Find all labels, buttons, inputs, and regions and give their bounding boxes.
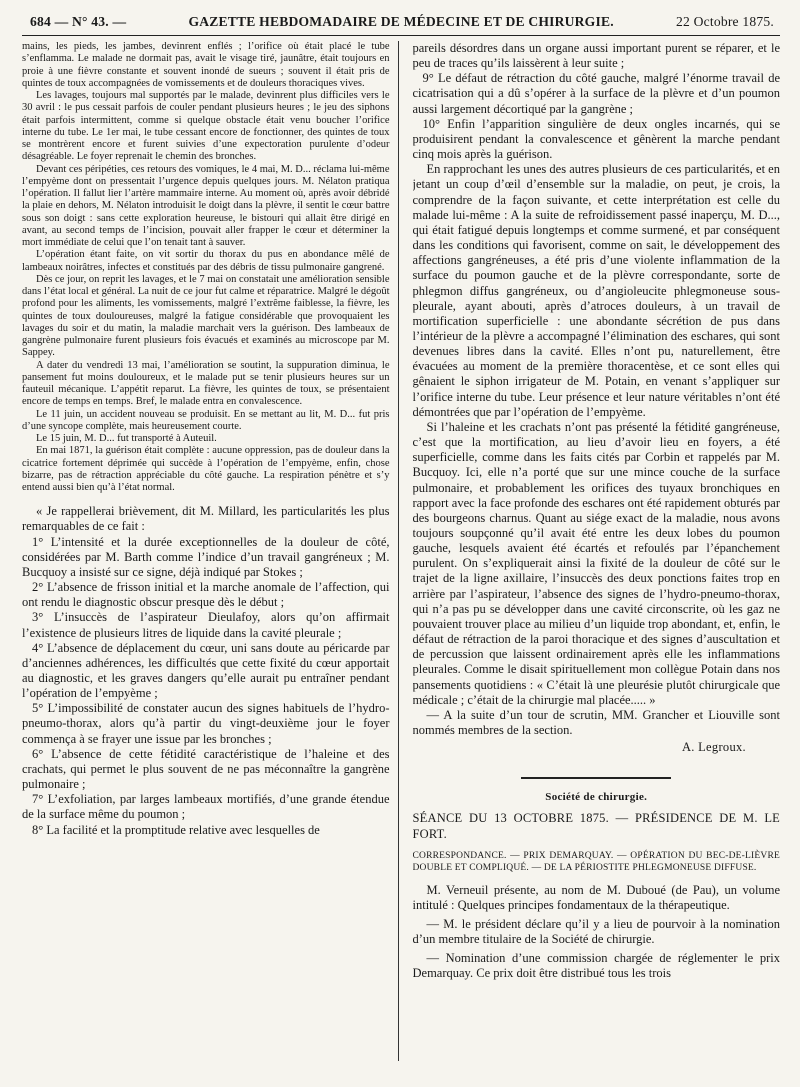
millard-remarks xyxy=(22,504,390,837)
author-signature: A. Legroux. xyxy=(681,740,746,755)
list-item: 8° La facilité et la promptitude relative avec lesquelles de xyxy=(32,822,320,837)
paragraph: Le 11 juin, un accident nouveau se produisit. En se mettant au lit, M. D... fut pris d’une syncope complète, mais heureusement courte. xyxy=(22,408,390,432)
list-item: 4° L’absence de déplacement du cœur, uni sans doute au péricarde par d’anciennes adhérences, les difficultés que cette fixité du cœur apportait au diagnostic, et les graves dangers qu’elle aurait pu entraîner pendant l’opération de l’empyème ; xyxy=(22,640,390,701)
paragraph: Dès ce jour, on reprit les lavages, et le 7 mai on constatait une amélioration sensible dans l’état local et général. La nuit de ce jour fut calme et réparatrice. Malgré le dégoût profond pour les aliments, les vomissements, malgré l’extrême faiblesse, la fièvre, les quintes de toux douloureuses, malgré la fatigue considérable que provoquaient les lavages du soir et du matin, la maladie marchait vers la guérison. Des lambeaux de gangrène pulmonaire furent plusieurs fois évacués et examinés au microscope par M. Sappey. xyxy=(22,273,390,359)
list-item: 1° L’intensité et la durée exceptionnelles de la douleur de côté, considérées par M. Barth comme l’indice d’un travail gangréneux ; M. Bucquoy a insisté sur ce signe, déjà indiqué par Stokes ; xyxy=(22,534,390,579)
list-item: 10° Enfin l’apparition singulière de deux ongles incarnés, qui se produisirent pendant la convalescence et gênèrent la marche pendant cinq mois après la guérison. xyxy=(412,116,780,162)
paragraph: Devant ces péripéties, ces retours des vomiques, le 4 mai, M. D... réclama lui-même l’empyème dont on pressentait l’urgence depuis quelques jours. M. Nélaton pratiqua l’opération. Il fallut lier l’artère mammaire interne. Au moment où, après avoir débridé la plaie en dehors, M. Nélaton introduisit le doigt dans la plèvre, il sentit le cœur battre sous son doigt : sans cette exploration heureuse, le bistouri qui allait être dirigé en avant, au second temps de l’incision, pouvait aller frapper le cœur et déterminer la mort immédiate de celui que l’on tenait tant à sauver. xyxy=(22,163,390,248)
journal-title: GAZETTE HEBDOMADAIRE DE MÉDECINE ET DE CHIRURGIE. xyxy=(188,14,614,29)
paragraph: pareils désordres dans un organe aussi important purent se réparer, et le peu de traces qu’ils laissèrent à leur suite ; xyxy=(412,41,780,71)
page-header xyxy=(22,14,780,35)
newspaper-page xyxy=(22,14,780,1076)
paragraph: — Nomination d’une commission chargée de réglementer le prix Demarquay. Ce prix doit être distribué tous les trois xyxy=(412,951,780,981)
list-item: 6° L’absence de cette fétidité caractéristique de l’haleine et des crachats, qui permet le plus souvent de ne pas méconnaître la gangrène pulmonaire ; xyxy=(22,746,390,792)
paragraph: « Je rappellerai brièvement, dit M. Millard, les particularités les plus remarquables de ce fait : xyxy=(22,504,390,534)
session-line: SÉANCE DU 13 OCTOBRE 1875. — PRÉSIDENCE DE M. LE FORT. xyxy=(412,811,780,841)
issue-date: 22 Octobre 1875. xyxy=(676,14,774,29)
paragraph: — M. le président déclare qu’il y a lieu de pourvoir à la nomination d’un membre titulaire de la Société de chirurgie. xyxy=(412,916,780,947)
list-item: 3° L’insuccès de l’aspirateur Dieulafoy, alors qu’on affirmait l’existence de plusieurs litres de liquide dans la cavité pleurale ; xyxy=(22,610,390,640)
list-item: 5° L’impossibilité de constater aucun des signes habituels de l’hydro-pneumo-thorax, alors qu’à partir du vingt-deuxième jour le foyer commença à se frayer une issue par les bronches ; xyxy=(22,701,390,746)
paragraph: En rapprochant les unes des autres plusieurs de ces particularités, et en jetant un coup d’œil d’ensemble sur la maladie, on peut, je crois, la comprendre de la façon suivante, et cette interprétation est celle du malade lui-même : A la suite de refroidissement passé inaperçu, M. D..., qui était fatigué depuis longtemps et comme surmené, et par conséquent dans les conditions qui favorisent, comme on sait, le développement des affections gangréneuses, a été pris d’une violente inflammation de la surface du poumon gauche et de la plèvre correspondante, sorte de phlegmon diffus gangréneux, ou d’angioleucite phlegmoneuse sous-pleurale, ayant abouti, après d’atroces douleurs, à un travail de mortification superficielle : une abondante sécrétion de pus dans l’intérieur de la plèvre a accompagné l’élimination des eschares, qui sont devenues libres dans la cavité. Elles n’ont pu, naturellement, être évacuées au moment de la première thoracentèse, et ce sont elles qui gênaient le siphon irrigateur de M. Potain, en venant s’appliquer sur l’orifice interne du tube. Leur présence et leur nature véritables n’ont été démontrées que par l’opération de l’empyème. xyxy=(412,162,780,419)
paragraph: M. Verneuil présente, au nom de M. Duboué (de Pau), un volume intitulé : Quelques principes fondamentaux de la thérapeutique. xyxy=(412,882,780,912)
paragraph: Le 15 juin, M. D... fut transporté à Auteuil. xyxy=(36,433,217,444)
section-title: Société de chirurgie. xyxy=(545,791,648,804)
section-divider xyxy=(521,777,671,779)
list-item: 2° L’absence de frisson initial et la marche anomale de l’affection, qui ont rendu le diagnostic obscur presque dès le début ; xyxy=(22,580,390,610)
paragraph: Les lavages, toujours mal supportés par le malade, devinrent plus difficiles vers le 30 avril : le pus cessait parfois de couler pendant plusieurs heures ; le jeu des siphons était parfois intermittent, comme si quelque obstacle était venu boucher l’orifice interne du tube. Le 1er mai, le tube cessant encore de fonctionner, des quintes de toux se montrèrent encore et furent suivies d’une expectoration purulente d’odeur désagréable. Le foyer reprenait le chemin des bronches. xyxy=(22,90,390,163)
paragraph: — A la suite d’un tour de scrutin, MM. Grancher et Liouville sont nommés membres de la section. xyxy=(412,707,780,738)
paragraph: mains, les pieds, les jambes, devinrent enflés ; l’orifice où était placé le tube s’enflamma. Le malade ne dormait pas, avait le visage tiré, jaunâtre, était toujours en proie à une fièvre constante et souvent inondé de sueurs ; souvent il était pris de quintes de toux accompagnées de vomissements et de douleurs thoraciques vives. xyxy=(22,41,390,89)
case-narrative xyxy=(22,41,390,494)
list-item: 9° Le défaut de rétraction du côté gauche, malgré l’énorme travail de cicatrisation qui a dû s’opérer à la surface de la plèvre et d’un poumon aussi largement décortiqué par la gangrène ; xyxy=(412,71,780,116)
list-item: 7° L’exfoliation, par larges lambeaux mortifiés, d’une grande étendue de la surface même du poumon ; xyxy=(22,792,390,822)
columns xyxy=(22,41,780,1061)
paragraph: L’opération étant faite, on vit sortir du thorax du pus en abondance mêlé de lambeaux noirâtres, infectes et constitués par des débris de tissu pulmonaire gangrené. xyxy=(22,249,390,273)
header-rule xyxy=(22,35,780,36)
society-report xyxy=(413,811,781,981)
page-number: 684 — N° 43. — xyxy=(30,14,127,29)
paragraph: En mai 1871, la guérison était complète : aucune oppression, pas de douleur dans la cicatrice fortement déprimée qui succède à l’opération de l’empyème, enfin, chose bizarre, pas de rétraction appréciable du côté gauche. La respiration pénètre et s’y entend aussi bien qu’à l’état normal. xyxy=(22,445,390,493)
article-continuation xyxy=(413,41,781,755)
paragraph: A dater du vendredi 13 mai, l’amélioration se soutint, la suppuration diminua, le pansement fut moins douloureux, et le malade put se tenir plusieurs heures sur un fauteuil mécanique. L’appétit reparut. La fièvre, les quintes de toux, se présentaient encore de temps en temps. Bref, le malade entra en convalescence. xyxy=(22,359,390,408)
paragraph: Si l’haleine et les crachats n’ont pas présenté la fétidité gangréneuse, c’est que la mortification, au lieu d’avoir lieu en foyers, a été superficielle, comme dans les faits cités par Corbin et rappelés par M. Bucquoy. Ici, elle n’a porté que sur une mince couche de la surface pulmonaire, et probablement les orifices des tuyaux bronchiques en rapport avec la face profonde des eschares ont été rapidement obturés par des bourgeons charnus. Quant au siége exact de la maladie, nous avons toujours soupçonné qu’il avait été entre les deux lobes du poumon gauche, lesquels avaient été écartés et refoulés par l’épanchement purulent. On s’expliquerait ainsi la fixité de la douleur de côté sur le trajet de la ligne axillaire, l’insuccès des deux ponctions faites trop en arrière par l’aspirateur, l’absence des signes de l’hydro-pneumo-thorax, qui n’a pas pu se développer dans une cavité circonscrite, où les gaz ne pouvaient trouver place au milieu d’un liquide trop abondant, et, enfin, le défaut de rétraction de la paroi thoracique et des signes d’auscultation et de percussion que laissent ordinairement après elle les inflammations pleurales. Comme le disait spirituellement mon collègue Potain dans nos pansements quotidiens : « C’était là une pleurésie plutôt chirurgicale que médicale ; c’était de la chirurgie mal placée..... » xyxy=(412,419,780,707)
left-column xyxy=(22,41,399,1061)
session-summary: CORRESPONDANCE. — PRIX DEMARQUAY. — OPÉRATION DU BEC-DE-LIÈVRE DOUBLE ET COMPLIQUÉ. — DE LA PÉRIOSTITE PHLEGMONEUSE DIFFUSE. xyxy=(412,850,780,874)
right-column xyxy=(413,41,781,1061)
